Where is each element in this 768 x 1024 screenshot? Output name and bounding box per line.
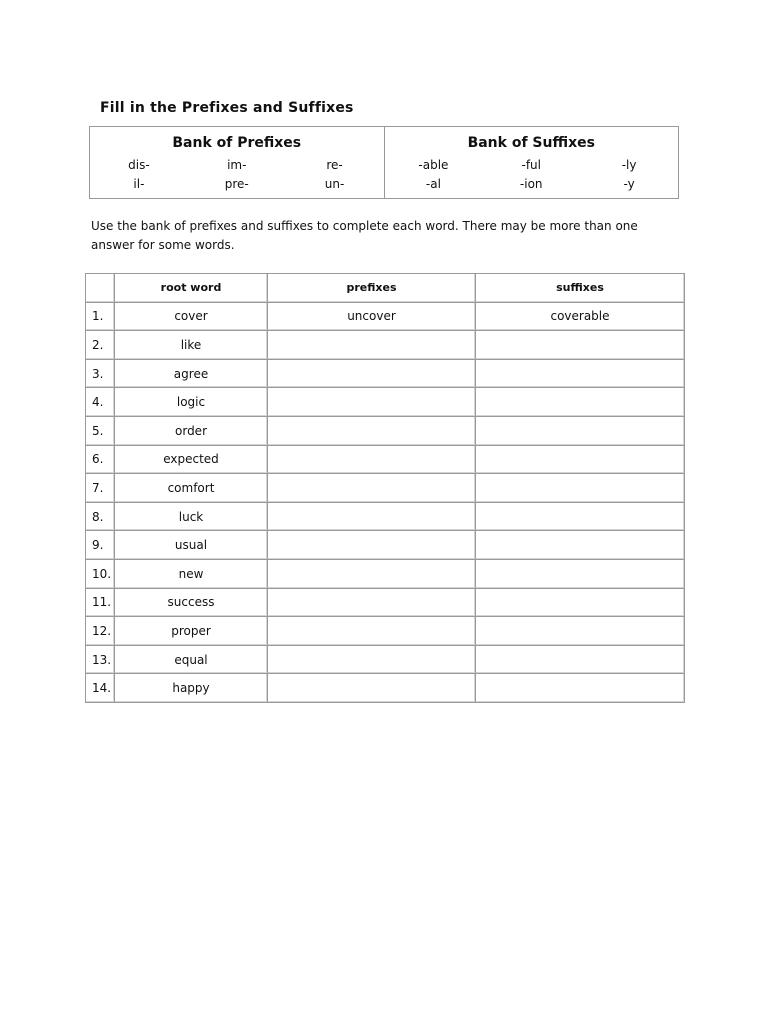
page-title: Fill in the Prefixes and Suffixes (100, 100, 354, 116)
prefix-answer-cell[interactable] (268, 645, 476, 674)
root-word-column-header: root word (115, 274, 268, 303)
row-number: 3. (86, 359, 115, 388)
suffix-bank (384, 127, 679, 198)
prefix-item: re- (326, 158, 343, 172)
root-word-cell: agree (115, 359, 268, 388)
suffix-item: -ion (519, 177, 543, 191)
table-row (86, 302, 685, 331)
prefix-item: un- (324, 177, 345, 191)
row-number: 14. (86, 674, 115, 703)
table-row (86, 474, 685, 503)
prefix-answer-cell[interactable] (268, 416, 476, 445)
table-row (86, 531, 685, 560)
row-number: 2. (86, 331, 115, 360)
suffix-bank-items (385, 157, 679, 193)
suffix-answer-cell[interactable] (476, 674, 685, 703)
prefix-answer-cell[interactable]: uncover (268, 302, 476, 331)
root-word-cell: success (115, 588, 268, 617)
row-number: 12. (86, 617, 115, 646)
row-number: 11. (86, 588, 115, 617)
suffix-answer-cell[interactable] (476, 474, 685, 503)
root-word-cell: like (115, 331, 268, 360)
worksheet-table (85, 273, 685, 703)
row-number: 13. (86, 645, 115, 674)
prefix-answer-cell[interactable] (268, 331, 476, 360)
prefix-item: im- (227, 158, 247, 172)
suffix-item: -ly (621, 158, 637, 172)
root-word-cell: expected (115, 445, 268, 474)
prefix-item: dis- (128, 158, 150, 172)
row-number: 6. (86, 445, 115, 474)
suffix-item: -y (623, 177, 635, 191)
suffix-answer-cell[interactable] (476, 559, 685, 588)
table-row (86, 416, 685, 445)
suffix-answer-cell[interactable] (476, 531, 685, 560)
table-row (86, 445, 685, 474)
row-number: 10. (86, 559, 115, 588)
prefix-answer-cell[interactable] (268, 502, 476, 531)
table-row (86, 331, 685, 360)
table-row (86, 645, 685, 674)
prefixes-column-header: prefixes (268, 274, 476, 303)
suffixes-column-header: suffixes (476, 274, 685, 303)
prefix-answer-cell[interactable] (268, 445, 476, 474)
word-bank-table (89, 126, 679, 199)
row-number: 8. (86, 502, 115, 531)
suffix-answer-cell[interactable] (476, 645, 685, 674)
row-number: 9. (86, 531, 115, 560)
root-word-cell: luck (115, 502, 268, 531)
root-word-cell: equal (115, 645, 268, 674)
root-word-cell: comfort (115, 474, 268, 503)
prefix-bank-items (90, 157, 384, 193)
prefix-answer-cell[interactable] (268, 559, 476, 588)
prefix-item: il- (133, 177, 145, 191)
prefix-bank (90, 127, 384, 198)
suffix-bank-heading: Bank of Suffixes (467, 135, 595, 151)
root-word-cell: new (115, 559, 268, 588)
suffix-item: -able (418, 158, 449, 172)
instructions-text: Use the bank of prefixes and suffixes to complete each word. There may be more than one answer for some words. (91, 219, 638, 252)
table-row (86, 617, 685, 646)
prefix-bank-heading: Bank of Prefixes (172, 135, 302, 151)
suffix-item: -al (425, 177, 441, 191)
root-word-cell: order (115, 416, 268, 445)
prefix-answer-cell[interactable] (268, 474, 476, 503)
suffix-answer-cell[interactable] (476, 502, 685, 531)
suffix-item: -ful (521, 158, 541, 172)
table-header-row (86, 274, 685, 303)
root-word-cell: cover (115, 302, 268, 331)
root-word-cell: proper (115, 617, 268, 646)
suffix-answer-cell[interactable] (476, 445, 685, 474)
row-number: 4. (86, 388, 115, 417)
root-word-cell: logic (115, 388, 268, 417)
number-column-header (86, 274, 115, 303)
root-word-cell: usual (115, 531, 268, 560)
root-word-cell: happy (115, 674, 268, 703)
prefix-answer-cell[interactable] (268, 588, 476, 617)
table-row (86, 588, 685, 617)
table-row (86, 674, 685, 703)
suffix-answer-cell[interactable] (476, 331, 685, 360)
table-row (86, 559, 685, 588)
table-row (86, 388, 685, 417)
table-row (86, 502, 685, 531)
table-row (86, 359, 685, 388)
suffix-answer-cell[interactable] (476, 588, 685, 617)
suffix-answer-cell[interactable] (476, 388, 685, 417)
row-number: 5. (86, 416, 115, 445)
prefix-answer-cell[interactable] (268, 359, 476, 388)
prefix-item: pre- (224, 177, 249, 191)
suffix-answer-cell[interactable] (476, 617, 685, 646)
prefix-answer-cell[interactable] (268, 617, 476, 646)
row-number: 1. (86, 302, 115, 331)
suffix-answer-cell[interactable]: coverable (476, 302, 685, 331)
suffix-answer-cell[interactable] (476, 416, 685, 445)
prefix-answer-cell[interactable] (268, 674, 476, 703)
prefix-answer-cell[interactable] (268, 531, 476, 560)
suffix-answer-cell[interactable] (476, 359, 685, 388)
prefix-answer-cell[interactable] (268, 388, 476, 417)
row-number: 7. (86, 474, 115, 503)
